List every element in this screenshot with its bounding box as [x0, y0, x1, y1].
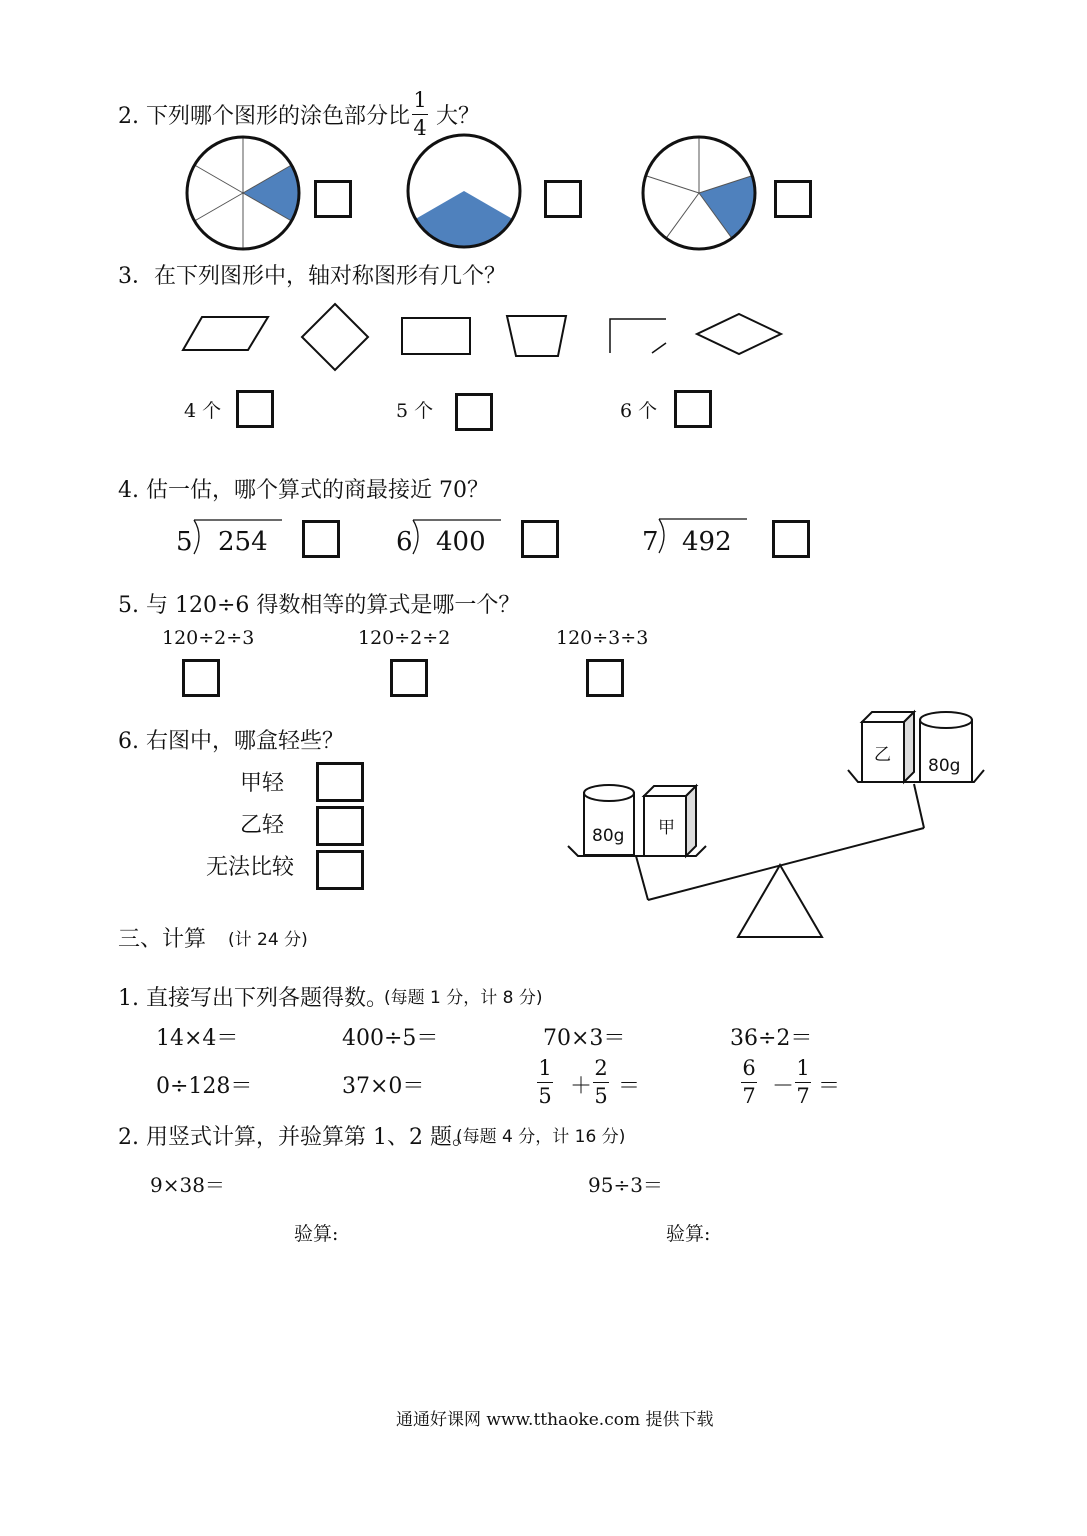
calc2-item-2: 95÷3＝ — [588, 1173, 663, 1197]
frac-denominator: 4 — [413, 116, 427, 140]
frac-denominator: 7 — [742, 1084, 756, 1108]
q3-shapes — [180, 300, 790, 380]
q4-divisor-3: 7 — [642, 527, 659, 557]
q3-question: 3．在下列图形中，轴对称图形有几个？ — [118, 264, 506, 289]
section-title: 三、计算 — [118, 927, 207, 952]
frac-b-equals: ＝ — [818, 1074, 841, 1099]
box-a-label: 甲 — [658, 818, 675, 838]
q3-option-label-1: 4 个 — [184, 400, 222, 422]
q4-dividend-2: 400 — [436, 527, 486, 557]
frac-b-operator: － — [772, 1074, 795, 1099]
left-cylinder-weight: 80g — [592, 826, 625, 846]
q6-option-label-2: 乙轻 — [240, 813, 285, 838]
frac-numerator: 1 — [413, 88, 427, 112]
circle-figure-1 — [186, 136, 300, 250]
q3-option-label-3: 6 个 — [620, 400, 658, 422]
q5-option-label-3: 120÷3÷3 — [556, 627, 649, 649]
calc1-note: (每题 1 分，计 8 分) — [384, 988, 543, 1008]
calc1-title: 1. 直接写出下列各题得数。 — [118, 986, 388, 1011]
frac-denominator: 7 — [796, 1084, 810, 1108]
right-angle-shape — [610, 319, 666, 353]
q4-dividend-1: 254 — [218, 527, 268, 557]
calc1-item-1: 14×4＝ — [156, 1026, 239, 1051]
square-diamond-shape — [302, 304, 368, 370]
q4-divisor-2: 6 — [396, 527, 413, 557]
answer-box-q4-3[interactable] — [772, 520, 810, 558]
answer-box-q4-2[interactable] — [521, 520, 559, 558]
calc1-item-4: 36÷2＝ — [730, 1026, 813, 1051]
parallelogram-shape — [183, 317, 268, 350]
calc2-note: (每题 4 分，计 16 分) — [456, 1127, 626, 1147]
frac-numerator: 1 — [796, 1056, 810, 1080]
q6-option-label-1: 甲轻 — [240, 771, 285, 796]
calc1-item-6: 37×0＝ — [342, 1074, 425, 1099]
circle-figure-3 — [640, 136, 758, 250]
q4-divisor-1: 5 — [176, 527, 193, 557]
frac-numerator: 2 — [594, 1056, 608, 1080]
calc1-item-2: 400÷5＝ — [342, 1026, 439, 1051]
q5-option-label-1: 120÷2÷3 — [162, 627, 255, 649]
frac-numerator: 6 — [742, 1056, 756, 1080]
q2-suffix: 大？ — [436, 104, 481, 129]
footer-credit: 通通好课网 www.tthaoke.com 提供下载 — [396, 1410, 714, 1430]
calc2-check-label-2: 验算: — [666, 1223, 711, 1245]
box-b-label: 乙 — [874, 745, 891, 765]
calc2-title: 2. 用竖式计算，并验算第 1、2 题。 — [118, 1125, 474, 1150]
right-cylinder-weight: 80g — [928, 756, 961, 776]
answer-box-q2-3[interactable] — [774, 180, 812, 218]
balance-scale-diagram — [560, 700, 990, 945]
frac-a-second — [593, 1058, 609, 1107]
q4-dividend-3: 492 — [682, 527, 732, 557]
answer-box-q6-3[interactable] — [316, 850, 364, 890]
q5-question: 5. 与 120÷6 得数相等的算式是哪一个？ — [118, 593, 521, 618]
answer-box-q2-2[interactable] — [544, 180, 582, 218]
frac-denominator: 5 — [538, 1084, 552, 1108]
rhombus-shape — [697, 314, 781, 354]
rectangle-shape — [402, 318, 470, 354]
section-points: (计 24 分) — [228, 930, 308, 950]
q6-option-label-3: 无法比较 — [206, 855, 295, 880]
answer-box-q5-3[interactable] — [586, 659, 624, 697]
answer-box-q6-1[interactable] — [316, 762, 364, 802]
frac-numerator: 1 — [538, 1056, 552, 1080]
q5-option-label-2: 120÷2÷2 — [358, 627, 451, 649]
frac-b-second — [795, 1058, 811, 1107]
calc2-check-label-1: 验算: — [294, 1223, 339, 1245]
frac-b-first — [741, 1058, 757, 1107]
trapezoid-shape — [507, 316, 566, 356]
answer-box-q4-1[interactable] — [302, 520, 340, 558]
calc1-item-3: 70×3＝ — [543, 1026, 626, 1051]
q2-prefix: 2. 下列哪个图形的涂色部分比 — [118, 104, 410, 129]
answer-box-q2-1[interactable] — [314, 180, 352, 218]
answer-box-q3-3[interactable] — [674, 390, 712, 428]
q4-question: 4. 估一估，哪个算式的商最接近 70？ — [118, 478, 489, 503]
frac-a-equals: ＝ — [618, 1074, 641, 1099]
answer-box-q3-1[interactable] — [236, 390, 274, 428]
answer-box-q6-2[interactable] — [316, 806, 364, 846]
q2-fraction — [412, 90, 428, 139]
frac-a-operator: ＋ — [570, 1074, 593, 1099]
answer-box-q5-2[interactable] — [390, 659, 428, 697]
circle-figure-2 — [406, 134, 522, 248]
answer-box-q5-1[interactable] — [182, 659, 220, 697]
frac-a-first — [537, 1058, 553, 1107]
frac-denominator: 5 — [594, 1084, 608, 1108]
q3-option-label-2: 5 个 — [396, 400, 434, 422]
calc1-item-5: 0÷128＝ — [156, 1074, 253, 1099]
q6-question: 6. 右图中，哪盒轻些？ — [118, 729, 344, 754]
calc2-item-1: 9×38＝ — [150, 1173, 225, 1197]
answer-box-q3-2[interactable] — [455, 393, 493, 431]
